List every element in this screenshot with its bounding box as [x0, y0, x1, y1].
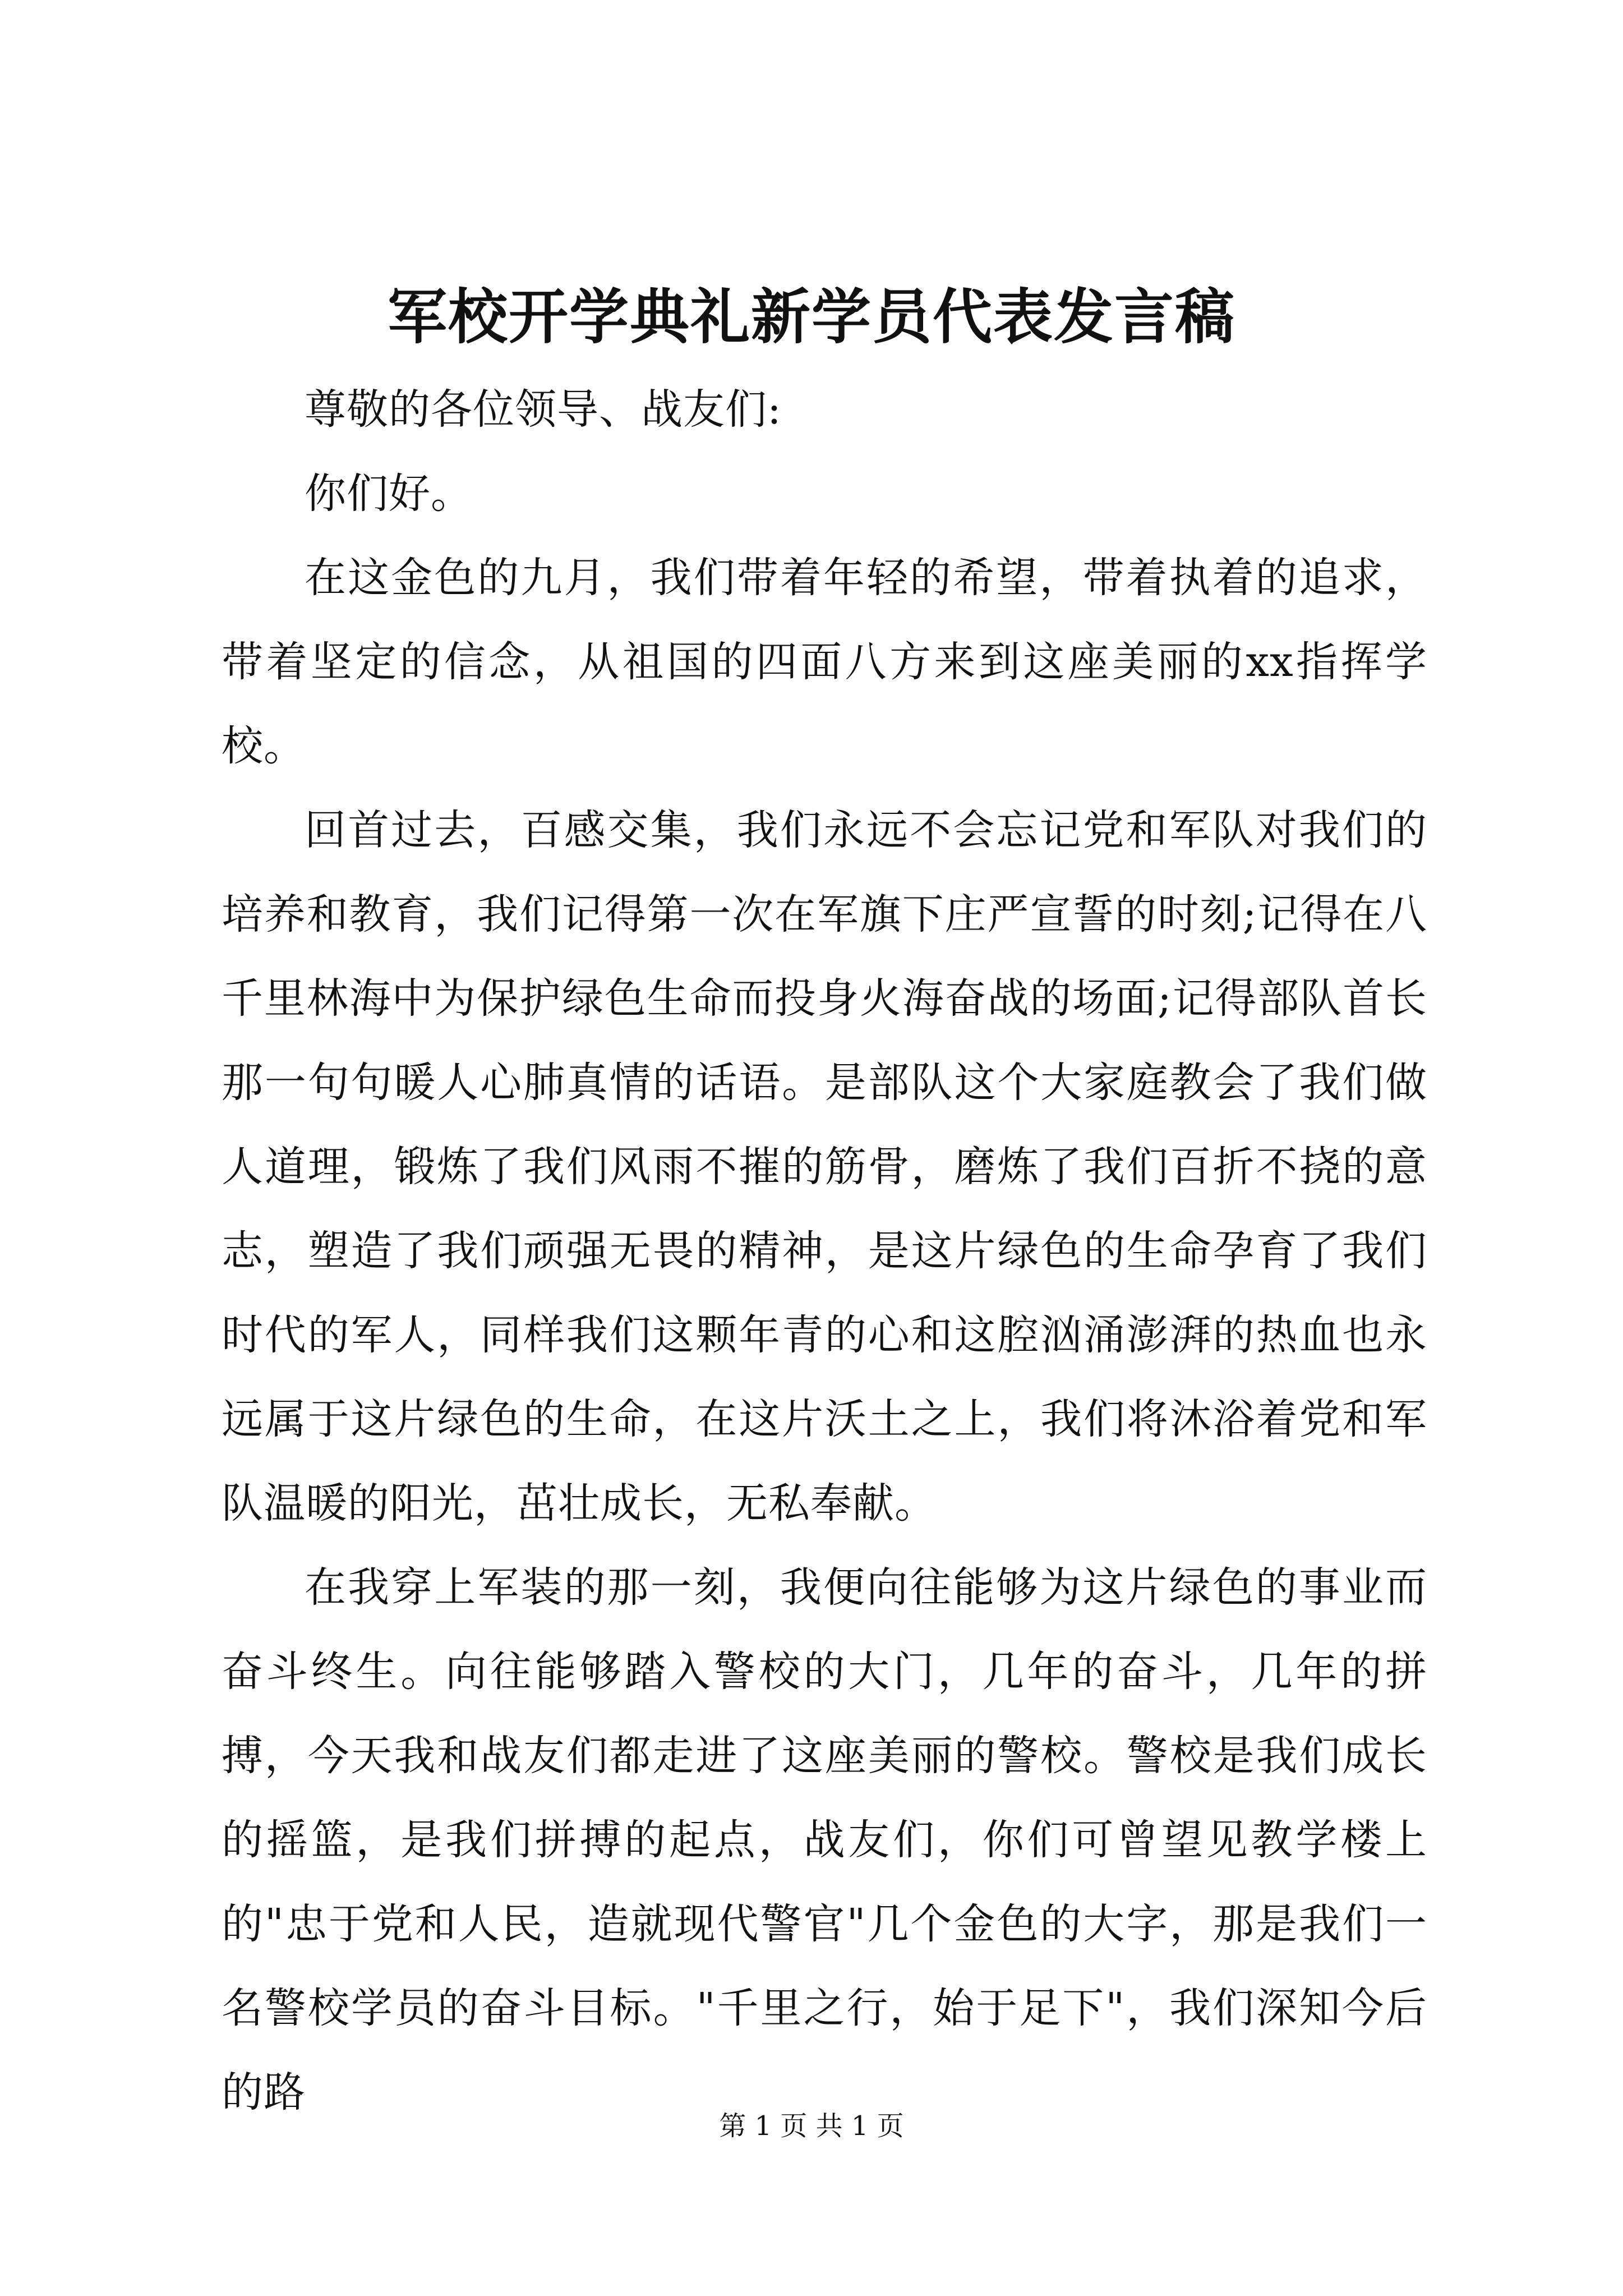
- body-paragraph-3: 在我穿上军装的那一刻，我便向往能够为这片绿色的事业而奋斗终生。向往能够踏入警校的大门，几年的奋斗，几年的拼搏，今天我和战友们都走进了这座美丽的警校。警校是我们成长的摇篮，是我们拼搏的起点，战友们，你们可曾望见教学楼上的"忠于党和人民，造就现代警官"几个金色的大字，那是我们一名警校学员的奋斗目标。"千里之行，始于足下"，我们深知今后的路: [222, 1563, 1427, 2116]
- greeting-paragraph: 你们好。: [305, 470, 473, 518]
- salutation-paragraph: 尊敬的各位领导、战友们:: [305, 385, 782, 434]
- document-title: 军校开学典礼新学员代表发言稿: [388, 282, 1235, 352]
- page-footer: 第 1 页 共 1 页: [719, 2110, 904, 2142]
- body-paragraph-2: 回首过去，百感交集，我们永远不会忘记党和军队对我们的培养和教育，我们记得第一次在军旗下庄严宣誓的时刻;记得在八千里林海中为保护绿色生命而投身火海奋战的场面;记得部队首长那一句句暖人心肺真情的话语。是部队这个大家庭教会了我们做人道理，锻炼了我们风雨不摧的筋骨，磨炼了我们百折不挠的意志，塑造了我们顽强无畏的精神，是这片绿色的生命孕育了我们时代的军人，同样我们这颗年青的心和这腔汹涌澎湃的热血也永远属于这片绿色的生命，在这片沃土之上，我们将沐浴着党和军队温暖的阳光，茁壮成长，无私奉献。: [222, 806, 1427, 1527]
- document-body: [222, 367, 1427, 2134]
- body-paragraph-1: 在这金色的九月，我们带着年轻的希望，带着执着的追求，带着坚定的信念，从祖国的四面八方来到这座美丽的xx指挥学校。: [222, 554, 1427, 770]
